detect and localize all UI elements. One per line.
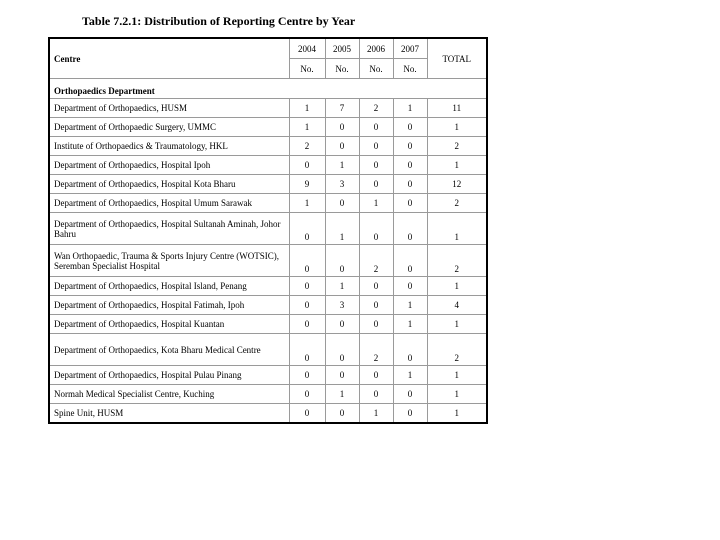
- section-label: Orthopaedics Department: [49, 79, 487, 99]
- count-cell-2007: 0: [393, 245, 427, 277]
- centre-header: Centre: [49, 38, 289, 79]
- centre-name-cell: Department of Orthopaedics, Hospital Umum Sarawak: [49, 194, 289, 213]
- table-row: [49, 315, 487, 334]
- count-cell-2006: 0: [359, 213, 393, 245]
- count-cell-2006: 0: [359, 315, 393, 334]
- count-cell-2006: 0: [359, 277, 393, 296]
- count-cell-2007: 1: [393, 366, 427, 385]
- total-cell: 2: [427, 334, 487, 366]
- centre-name-cell: Department of Orthopaedic Surgery, UMMC: [49, 118, 289, 137]
- count-cell-2006: 2: [359, 99, 393, 118]
- count-cell-2004: 0: [289, 404, 325, 424]
- year-header-2006: 2006: [359, 38, 393, 59]
- count-cell-2004: 9: [289, 175, 325, 194]
- count-cell-2004: 0: [289, 296, 325, 315]
- table-row: [49, 213, 487, 245]
- count-cell-2007: 1: [393, 99, 427, 118]
- table-row: [49, 385, 487, 404]
- table-row: [49, 366, 487, 385]
- count-cell-2006: 0: [359, 385, 393, 404]
- year-header-2004: 2004: [289, 38, 325, 59]
- count-cell-2006: 2: [359, 245, 393, 277]
- unit-header: No.: [325, 59, 359, 79]
- table-row: [49, 99, 487, 118]
- table-row: [49, 118, 487, 137]
- total-cell: 1: [427, 385, 487, 404]
- count-cell-2005: 3: [325, 175, 359, 194]
- total-cell: 2: [427, 245, 487, 277]
- count-cell-2005: 0: [325, 137, 359, 156]
- distribution-table: [48, 37, 488, 424]
- centre-name-cell: Department of Orthopaedics, HUSM: [49, 99, 289, 118]
- count-cell-2005: 1: [325, 156, 359, 175]
- count-cell-2006: 2: [359, 334, 393, 366]
- count-cell-2005: 7: [325, 99, 359, 118]
- centre-name-cell: Department of Orthopaedics, Hospital Kuantan: [49, 315, 289, 334]
- total-cell: 2: [427, 194, 487, 213]
- table-row: [49, 175, 487, 194]
- count-cell-2007: 0: [393, 213, 427, 245]
- count-cell-2006: 0: [359, 296, 393, 315]
- count-cell-2004: 0: [289, 245, 325, 277]
- count-cell-2004: 0: [289, 277, 325, 296]
- count-cell-2004: 0: [289, 213, 325, 245]
- count-cell-2007: 0: [393, 404, 427, 424]
- count-cell-2005: 1: [325, 277, 359, 296]
- centre-name-cell: Department of Orthopaedics, Hospital Fatimah, Ipoh: [49, 296, 289, 315]
- total-header: TOTAL: [427, 38, 487, 79]
- table-row: [49, 334, 487, 366]
- count-cell-2006: 1: [359, 194, 393, 213]
- total-cell: 1: [427, 315, 487, 334]
- table-row: [49, 245, 487, 277]
- total-cell: 1: [427, 277, 487, 296]
- table-row: [49, 404, 487, 424]
- count-cell-2007: 0: [393, 277, 427, 296]
- count-cell-2006: 0: [359, 366, 393, 385]
- centre-name-cell: Wan Orthopaedic, Trauma & Sports Injury Centre (WOTSIC), Seremban Specialist Hospital: [49, 245, 289, 277]
- table-row: [49, 194, 487, 213]
- count-cell-2004: 0: [289, 315, 325, 334]
- count-cell-2007: 1: [393, 315, 427, 334]
- count-cell-2004: 0: [289, 334, 325, 366]
- total-cell: 1: [427, 156, 487, 175]
- count-cell-2005: 1: [325, 213, 359, 245]
- count-cell-2006: 1: [359, 404, 393, 424]
- count-cell-2007: 0: [393, 334, 427, 366]
- count-cell-2007: 0: [393, 156, 427, 175]
- header-row-years: [49, 38, 487, 59]
- centre-name-cell: Institute of Orthopaedics & Traumatology, HKL: [49, 137, 289, 156]
- centre-name-cell: Department of Orthopaedics, Hospital Island, Penang: [49, 277, 289, 296]
- count-cell-2007: 0: [393, 194, 427, 213]
- count-cell-2005: 0: [325, 334, 359, 366]
- count-cell-2007: 0: [393, 137, 427, 156]
- centre-name-cell: Department of Orthopaedics, Kota Bharu Medical Centre: [49, 334, 289, 366]
- total-cell: 1: [427, 404, 487, 424]
- table-row: [49, 296, 487, 315]
- count-cell-2004: 0: [289, 385, 325, 404]
- centre-name-cell: Department of Orthopaedics, Hospital Kota Bharu: [49, 175, 289, 194]
- count-cell-2005: 0: [325, 366, 359, 385]
- total-cell: 11: [427, 99, 487, 118]
- table-title: Table 7.2.1: Distribution of Reporting Centre by Year: [82, 14, 356, 28]
- count-cell-2006: 0: [359, 137, 393, 156]
- count-cell-2004: 0: [289, 156, 325, 175]
- count-cell-2004: 1: [289, 194, 325, 213]
- count-cell-2006: 0: [359, 156, 393, 175]
- count-cell-2006: 0: [359, 175, 393, 194]
- unit-header: No.: [359, 59, 393, 79]
- centre-name-cell: Normah Medical Specialist Centre, Kuching: [49, 385, 289, 404]
- centre-name-cell: Spine Unit, HUSM: [49, 404, 289, 424]
- count-cell-2005: 0: [325, 194, 359, 213]
- count-cell-2004: 2: [289, 137, 325, 156]
- total-cell: 1: [427, 213, 487, 245]
- total-cell: 2: [427, 137, 487, 156]
- count-cell-2005: 0: [325, 118, 359, 137]
- total-cell: 1: [427, 366, 487, 385]
- section-row: [49, 79, 487, 99]
- count-cell-2005: 1: [325, 385, 359, 404]
- centre-name-cell: Department of Orthopaedics, Hospital Ipoh: [49, 156, 289, 175]
- table-row: [49, 137, 487, 156]
- count-cell-2004: 0: [289, 366, 325, 385]
- total-cell: 12: [427, 175, 487, 194]
- table-row: [49, 156, 487, 175]
- count-cell-2004: 1: [289, 118, 325, 137]
- count-cell-2004: 1: [289, 99, 325, 118]
- count-cell-2005: 3: [325, 296, 359, 315]
- centre-name-cell: Department of Orthopaedics, Hospital Sultanah Aminah, Johor Bahru: [49, 213, 289, 245]
- total-cell: 4: [427, 296, 487, 315]
- unit-header: No.: [289, 59, 325, 79]
- year-header-2007: 2007: [393, 38, 427, 59]
- count-cell-2007: 0: [393, 385, 427, 404]
- table-row: [49, 277, 487, 296]
- count-cell-2005: 0: [325, 404, 359, 424]
- count-cell-2006: 0: [359, 118, 393, 137]
- table-body: [49, 38, 487, 423]
- count-cell-2007: 1: [393, 296, 427, 315]
- year-header-2005: 2005: [325, 38, 359, 59]
- total-cell: 1: [427, 118, 487, 137]
- count-cell-2007: 0: [393, 175, 427, 194]
- count-cell-2007: 0: [393, 118, 427, 137]
- count-cell-2005: 0: [325, 315, 359, 334]
- unit-header: No.: [393, 59, 427, 79]
- centre-name-cell: Department of Orthopaedics, Hospital Pulau Pinang: [49, 366, 289, 385]
- count-cell-2005: 0: [325, 245, 359, 277]
